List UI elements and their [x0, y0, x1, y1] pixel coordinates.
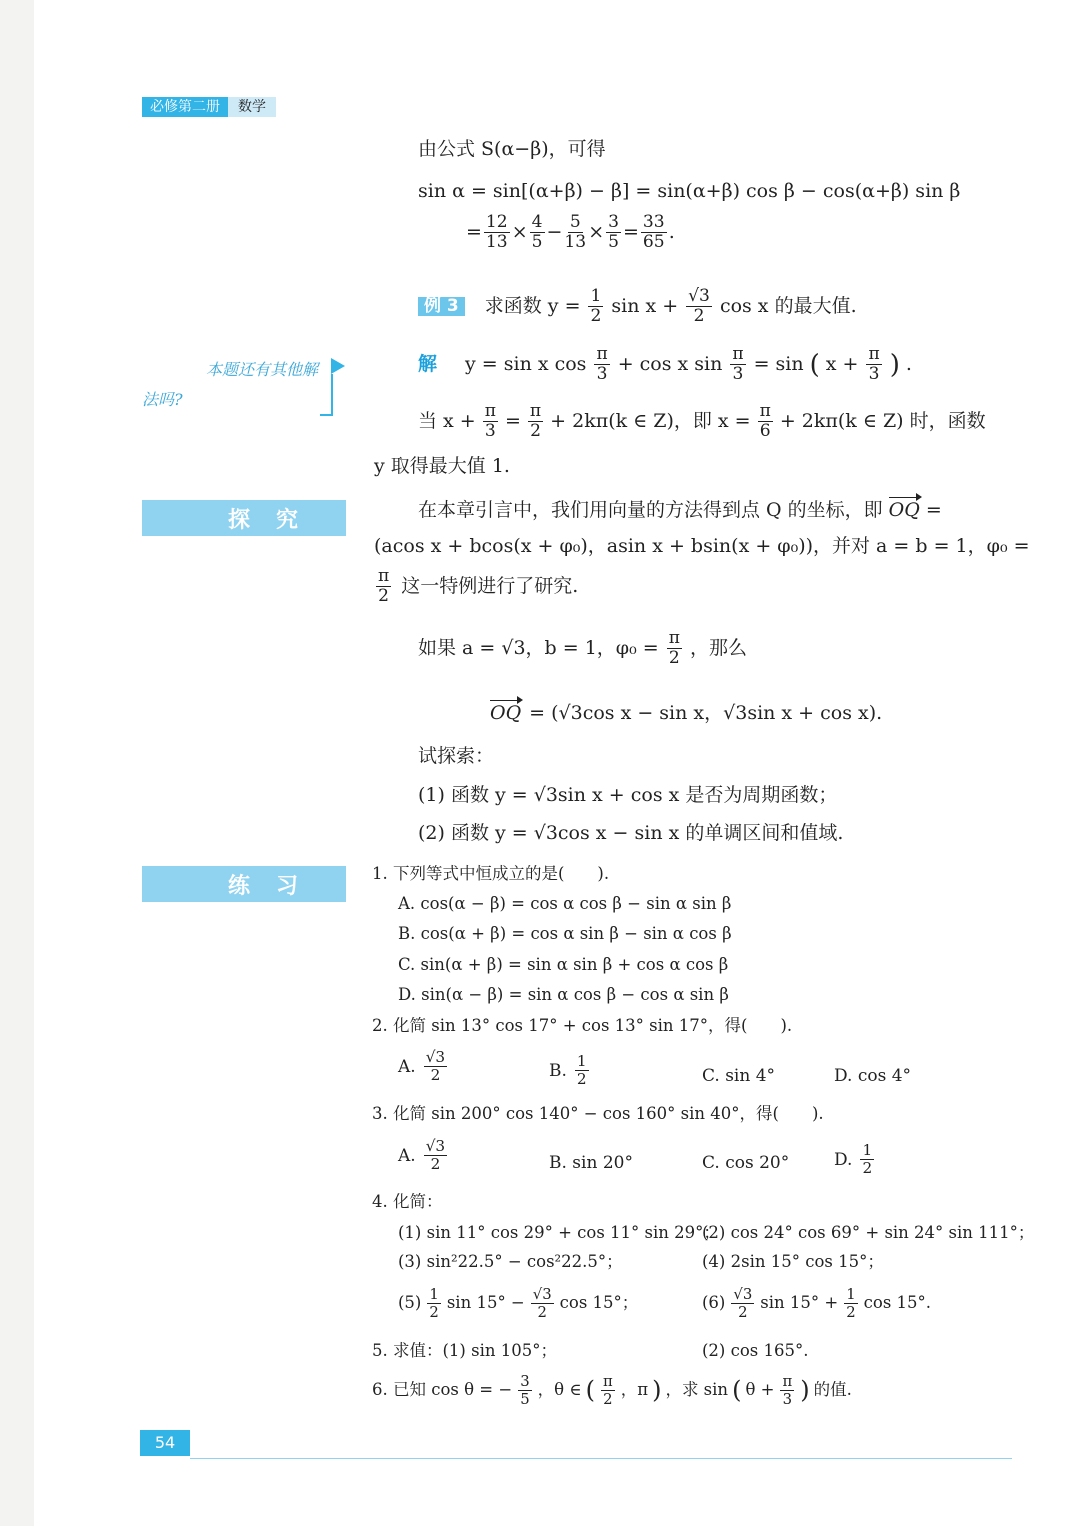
practice-q3-option-d: D. $\frac{1}{2}$	[834, 1141, 873, 1178]
frac: $\frac{1}{2}$	[576, 1052, 587, 1089]
practice-q3-option-b: B. sin 20°	[549, 1153, 633, 1173]
frac: $\frac{√3}{2}$	[425, 1137, 446, 1174]
explore-oq-equation: OQ = (√3cos x − sin x，√3sin x + cos x).	[490, 702, 883, 724]
frac: $\frac{1}{2}$	[846, 1285, 856, 1321]
practice-q4-part-2: (2) cos 24° cos 69° + sin 24° sin 111°；	[702, 1223, 1035, 1242]
equation-line-2: = $\frac{12}{13}$ × $\frac{4}{5}$ − $\frac{5}{13}$ × $\frac{3}{5}$ = $\frac{33}{65}$ .	[466, 212, 675, 253]
frac: $\frac{33}{65}$	[642, 212, 665, 253]
frac: $\frac{√3}{2}$	[425, 1048, 446, 1085]
frac: $\frac{√3}{2}$	[532, 1285, 552, 1321]
frac: $\frac{\pi}{2}$	[378, 566, 390, 607]
practice-q6: 6. 已知 cos θ = − $\frac{3}{5}$ ，θ ∈ ( $\frac{\pi}{2}$ ，π ) ，求 sin ( θ + $\frac{\pi}{3}$ ) 的值.	[372, 1372, 852, 1408]
practice-q4-part-4: (4) 2sin 15° cos 15°；	[702, 1252, 884, 1271]
intro-text: 由公式 S(α−β)，可得	[418, 138, 606, 160]
side-bracket	[320, 374, 333, 416]
practice-q1-option: B. cos(α + β) = cos α sin β − sin α cos β	[398, 924, 732, 943]
practice-q3-option-c: C. cos 20°	[702, 1153, 790, 1173]
explore-paragraph-3: $\frac{\pi}{2}$ 这一特例进行了研究.	[378, 566, 579, 607]
practice-q5: 5. 求值：(1) sin 105°；	[372, 1341, 557, 1360]
frac: $\frac{√3}{2}$	[733, 1285, 753, 1321]
frac: $\frac{\pi}{3}$	[782, 1372, 793, 1408]
practice-q4-part-1: (1) sin 11° cos 29° + cos 11° sin 29°；	[398, 1223, 720, 1242]
practice-q1: 1. 下列等式中恒成立的是( ).	[372, 864, 610, 883]
practice-q1-option: C. sin(α + β) = sin α sin β + cos α cos β	[398, 955, 729, 974]
frac: $\frac{\pi}{3}$	[484, 401, 496, 442]
frac: $\frac{\pi}{3}$	[732, 344, 744, 385]
frac: $\frac{12}{13}$	[485, 212, 508, 253]
explore-paragraph-2: (acos x + bcos(x + φ₀)，asin x + bsin(x + φ₀))，并对 a = b = 1，φ₀ =	[374, 535, 1030, 557]
example-badge: 例 3	[418, 297, 465, 316]
frac: $\frac{1}{2}$	[590, 286, 602, 327]
frac: $\frac{4}{5}$	[531, 212, 543, 253]
explore-bar: 探究	[142, 500, 346, 536]
practice-q3-option-a: A. $\frac{√3}{2}$	[398, 1137, 446, 1174]
equation-line-1: sin α = sin[(α+β) − β] = sin(α+β) cos β − cos(α+β) sin β	[418, 180, 961, 202]
explore-q1: (1) 函数 y = √3sin x + cos x 是否为周期函数；	[418, 784, 838, 806]
practice-q1-option: D. sin(α − β) = sin α cos β − cos α sin β	[398, 985, 729, 1004]
practice-q1-option: A. cos(α − β) = cos α cos β − sin α sin β	[398, 894, 732, 913]
frac: $\frac{5}{13}$	[564, 212, 587, 253]
when-line: 当 x + $\frac{\pi}{3}$ = $\frac{\pi}{2}$ + 2kπ(k ∈ Z)，即 x = $\frac{\pi}{6}$ + 2kπ(k ∈ Z) 时，函数	[418, 401, 986, 442]
page-number: 54	[140, 1430, 190, 1456]
when-line-2: y 取得最大值 1.	[374, 455, 510, 477]
frac: $\frac{\pi}{6}$	[759, 401, 771, 442]
practice-q4-part-3: (3) sin²22.5° − cos²22.5°；	[398, 1252, 623, 1271]
practice-q2-option-d: D. cos 4°	[834, 1066, 912, 1086]
example-3: 例 3 求函数 y = $\frac{1}{2}$ sin x + $\frac{√3}{2}$ cos x 的最大值.	[418, 288, 857, 325]
footer-rule	[190, 1458, 1012, 1459]
explore-if: 如果 a = √3，b = 1，φ₀ = $\frac{\pi}{2}$ ，那么	[418, 628, 747, 669]
frac: $\frac{3}{5}$	[520, 1372, 530, 1408]
practice-q2: 2. 化简 sin 13° cos 17° + cos 13° sin 17°，得( ).	[372, 1016, 793, 1035]
header-tag	[142, 97, 276, 117]
solution-label: 解	[418, 353, 438, 376]
practice-q3: 3. 化简 sin 200° cos 140° − cos 160° sin 40°，得( ).	[372, 1104, 824, 1123]
side-arrow-icon	[331, 358, 345, 374]
frac: $\frac{\pi}{2}$	[668, 628, 680, 669]
explore-try: 试探索：	[418, 745, 495, 767]
practice-q4-part-6: (6) $\frac{√3}{2}$ sin 15° + $\frac{1}{2}$ cos 15°.	[702, 1285, 932, 1321]
practice-q2-option-a: A. $\frac{√3}{2}$	[398, 1048, 446, 1085]
frac: $\frac{\pi}{2}$	[529, 401, 542, 442]
explore-q2: (2) 函数 y = √3cos x − sin x 的单调区间和值域.	[418, 822, 844, 844]
practice-q2-option-c: C. sin 4°	[702, 1066, 776, 1086]
frac: $\frac{\pi}{2}$	[602, 1372, 613, 1408]
frac: $\frac{3}{5}$	[608, 212, 619, 253]
frac: $\frac{\pi}{3}$	[596, 344, 608, 385]
solution-line: 解 y = sin x cos $\frac{\pi}{3}$ + cos x sin $\frac{\pi}{3}$ = sin ( x + $\frac{\pi}{3}$ ) .	[418, 344, 912, 385]
side-note: 本题还有其他解 法吗?	[142, 360, 318, 409]
practice-q5-part-2: (2) cos 165°.	[702, 1341, 809, 1360]
frac: $\frac{1}{2}$	[429, 1285, 439, 1321]
book-label: 必修第二册	[142, 97, 228, 117]
practice-q4: 4. 化简：	[372, 1192, 443, 1211]
practice-q4-part-5: (5) $\frac{1}{2}$ sin 15° − $\frac{√3}{2}$ cos 15°；	[398, 1285, 639, 1321]
page-edge	[0, 0, 34, 1526]
frac: $\frac{\pi}{3}$	[868, 344, 880, 385]
practice-bar: 练习	[142, 866, 346, 902]
subject-label: 数学	[228, 97, 276, 117]
vector-oq: OQ	[888, 499, 920, 521]
frac: $\frac{1}{2}$	[862, 1141, 873, 1178]
vector-oq: OQ	[490, 702, 522, 724]
frac: $\frac{√3}{2}$	[688, 286, 710, 327]
explore-paragraph-1: 在本章引言中，我们用向量的方法得到点 Q 的坐标，即 OQ =	[418, 499, 942, 521]
practice-q2-option-b: B. $\frac{1}{2}$	[549, 1052, 587, 1089]
